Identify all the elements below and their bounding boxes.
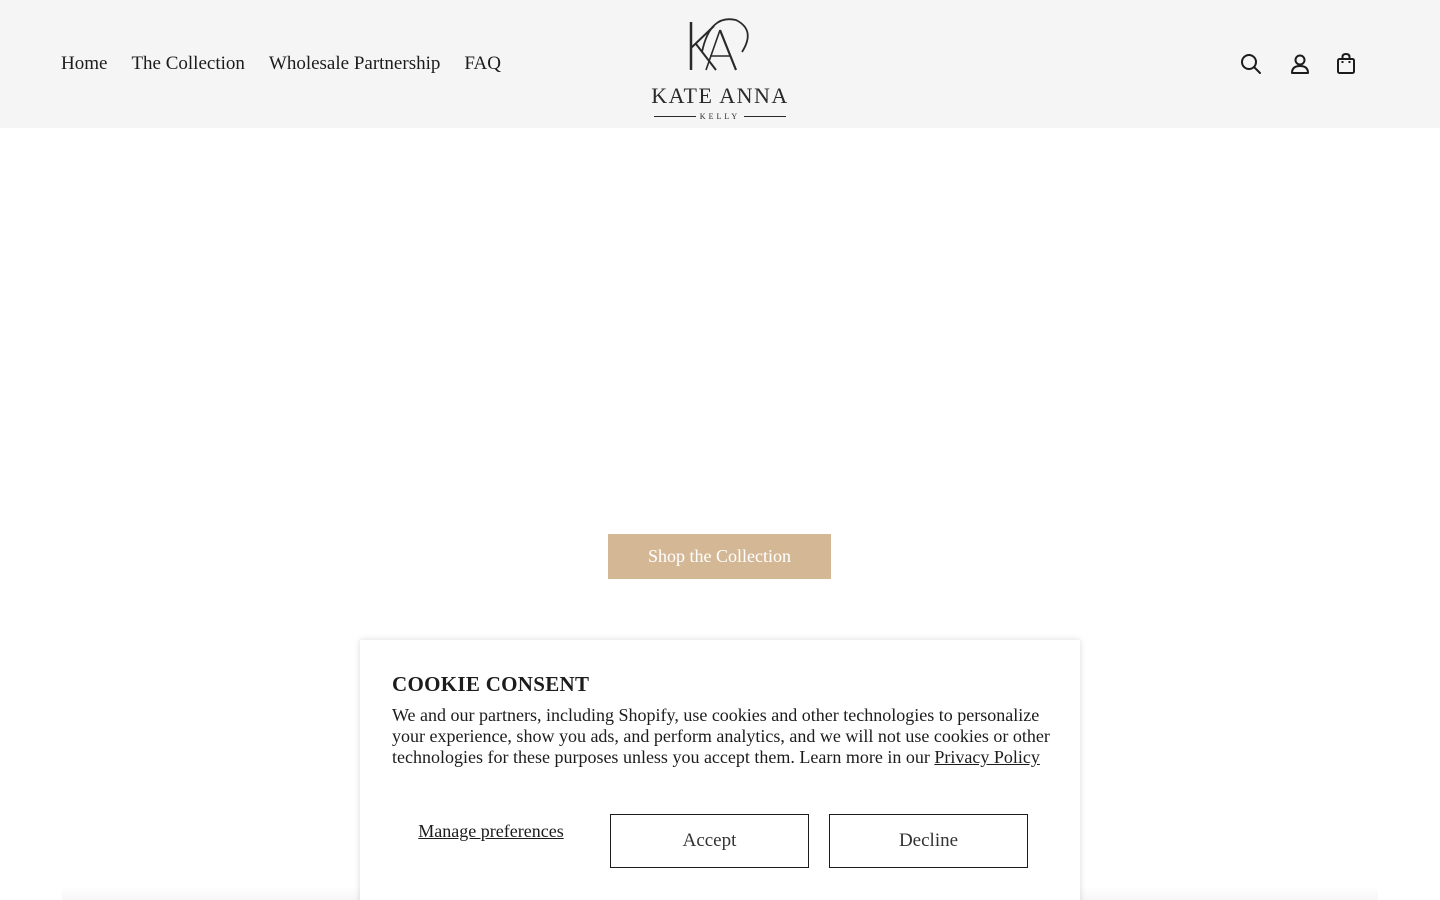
nav-faq[interactable]: FAQ [464,53,501,74]
brand-logo[interactable] [650,12,790,121]
cookie-body-text: We and our partners, including Shopify, use cookies and other technologies to personalize your experience, show you ads, and perform analytics, and we will not use cookies or other technologies for these purposes unless you accept them. Learn more in our [392,705,1050,767]
cookie-text [392,705,1052,768]
main-nav [61,52,501,76]
cookie-consent-banner [360,640,1080,900]
search-icon[interactable] [1239,52,1263,76]
shop-the-collection-button[interactable]: Shop the Collection [608,534,831,579]
site-header [0,0,1440,128]
logo-monogram-icon [680,12,760,76]
nav-the-collection[interactable]: The Collection [131,53,245,74]
logo-sub-text: KELLY [699,112,741,121]
cart-icon[interactable] [1334,52,1358,76]
accept-button[interactable]: Accept [610,814,809,868]
logo-name: KATE ANNA [651,83,789,108]
privacy-policy-link[interactable]: Privacy Policy [934,747,1040,767]
logo-subtitle [654,112,786,121]
decline-button[interactable]: Decline [829,814,1028,868]
manage-preferences-link[interactable]: Manage preferences [418,821,564,841]
nav-wholesale-partnership[interactable]: Wholesale Partnership [268,53,441,74]
nav-home[interactable]: Home [61,53,108,74]
account-icon[interactable] [1288,52,1312,76]
cookie-title: COOKIE CONSENT [392,672,590,696]
